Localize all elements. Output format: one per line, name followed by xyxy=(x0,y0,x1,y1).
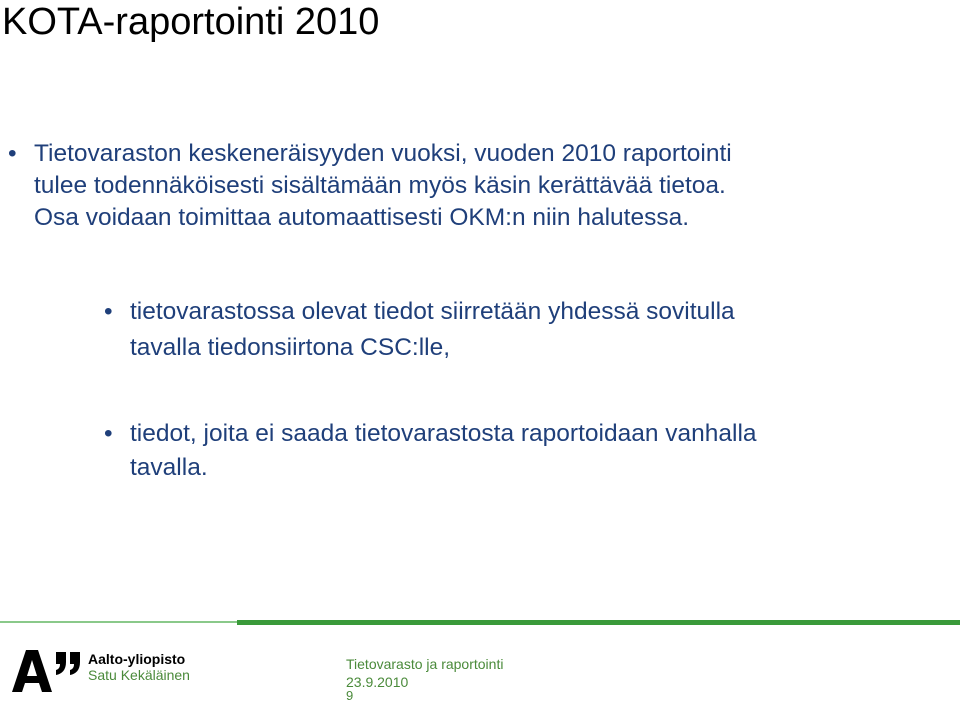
bullet-line: tulee todennäköisesti sisältämään myös käsin kerättävää tietoa. xyxy=(34,172,726,199)
presentation-date: 23.9.2010 xyxy=(346,674,409,690)
bullet-marker: • xyxy=(104,298,113,325)
bullet-line: tietovarastossa olevat tiedot siirretään yhdessä sovitulla xyxy=(130,298,735,325)
bullet-line: Tietovaraston keskeneräisyyden vuoksi, vuoden 2010 raportointi xyxy=(34,140,732,167)
bullet-item-3 xyxy=(0,418,960,488)
footer-divider-thin xyxy=(0,621,237,623)
bullet-marker: • xyxy=(8,140,17,167)
page-number: 9 xyxy=(346,688,354,703)
slide-title: KOTA-raportointi 2010 xyxy=(2,1,380,43)
footer-divider xyxy=(237,620,960,625)
bullet-line: Osa voidaan toimittaa automaattisesti OKM:n niin halutessa. xyxy=(34,204,690,231)
aalto-logo-icon xyxy=(12,650,82,692)
presentation-title: Tietovarasto ja raportointi xyxy=(346,656,504,672)
bullet-line: tavalla. xyxy=(130,454,208,481)
bullet-line: tiedot, joita ei saada tietovarastosta raportoidaan vanhalla xyxy=(130,420,757,447)
author-name: Satu Kekäläinen xyxy=(88,667,190,683)
bullet-item-2 xyxy=(0,296,960,366)
bullet-item-1 xyxy=(0,138,960,248)
organization-name: Aalto-yliopisto xyxy=(88,651,186,667)
bullet-line: tavalla tiedonsiirtona CSC:lle, xyxy=(130,334,451,361)
bullet-marker: • xyxy=(104,420,113,447)
